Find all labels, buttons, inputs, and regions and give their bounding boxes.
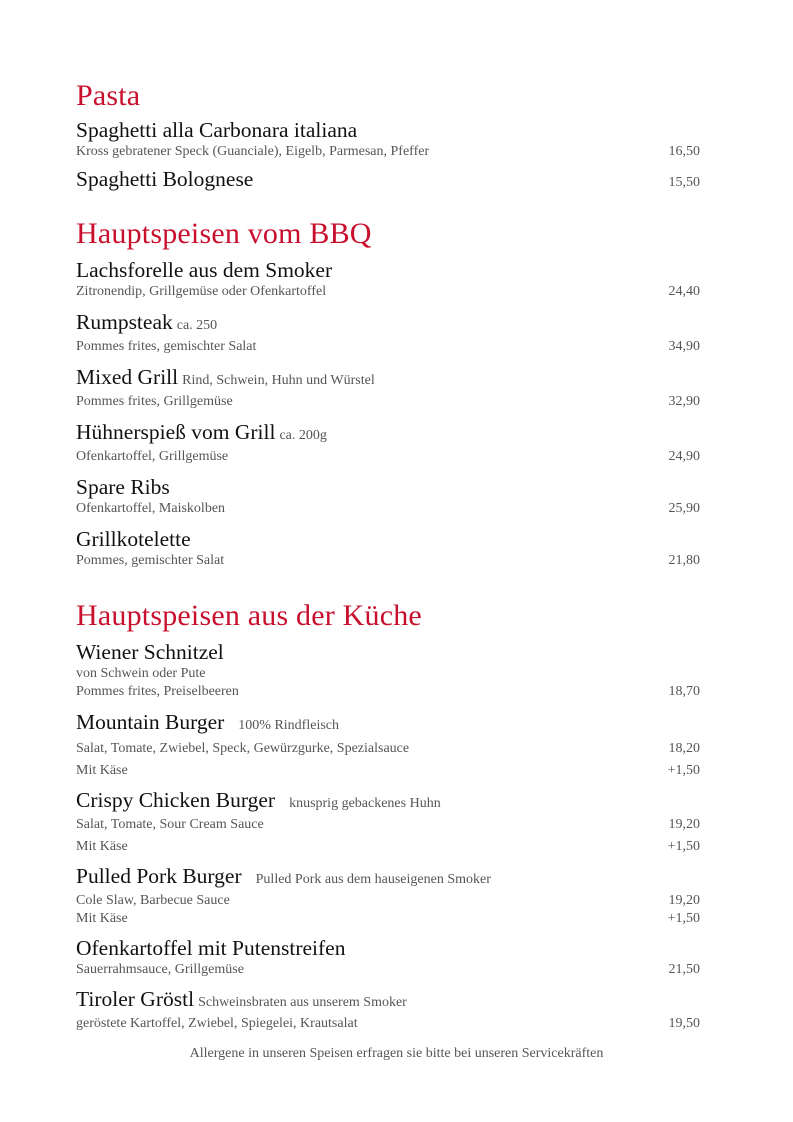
dish-huehnerspiess (76, 420, 700, 466)
dish-ofenkartoffel (76, 936, 700, 979)
section-pasta (76, 76, 700, 192)
dish-price: 24,40 (668, 284, 700, 299)
dish-price: 34,90 (668, 339, 700, 354)
dish-note: Pulled Pork aus dem hauseigenen Smoker (255, 872, 491, 887)
dish-mixed-grill (76, 365, 700, 411)
dish-extra-price: +1,50 (667, 911, 700, 926)
dish-row (76, 552, 700, 570)
dish-price: 19,50 (668, 1016, 700, 1031)
dish-row (76, 338, 700, 356)
dish-name: Spaghetti alla Carbonara italiana (76, 118, 358, 142)
dish-row (76, 283, 700, 301)
dish-note: 100% Rindfleisch (238, 718, 340, 733)
dish-row (76, 683, 700, 701)
dish-row (76, 393, 700, 411)
dish-description: Zitronendip, Grillgemüse oder Ofenkartoffel (76, 284, 327, 299)
dish-heading (76, 365, 700, 393)
dish-description: Cole Slaw, Barbecue Sauce (76, 893, 230, 908)
menu-page (76, 74, 700, 1033)
dish-heading (76, 310, 700, 338)
dish-heading (76, 420, 700, 448)
dish-description: Salat, Tomate, Zwiebel, Speck, Gewürzgurke, Spezialsauce (76, 741, 410, 756)
dish-name: Mixed Grill (76, 365, 179, 389)
dish-heading (76, 864, 700, 892)
dish-row (76, 167, 700, 192)
dish-extra: Mit Käse (76, 839, 128, 854)
dish-row (76, 448, 700, 466)
dish-price: 18,70 (668, 684, 700, 699)
dish-spare-ribs (76, 475, 700, 518)
section-bbq (76, 214, 700, 570)
dish-row (76, 143, 700, 161)
dish-schnitzel (76, 640, 700, 701)
dish-name: Rumpsteak (76, 310, 173, 334)
section-title: Hauptspeisen vom BBQ (76, 217, 372, 250)
dish-note: ca. 200g (279, 428, 327, 443)
dish-description: Salat, Tomate, Sour Cream Sauce (76, 817, 264, 832)
dish-row (76, 961, 700, 979)
section-title: Hauptspeisen aus der Küche (76, 599, 422, 632)
dish-price: 18,20 (668, 741, 700, 756)
dish-tiroler-groestl (76, 987, 700, 1033)
dish-price: 16,50 (668, 144, 700, 159)
dish-price: 21,50 (668, 962, 700, 977)
dish-note: ca. 250 (176, 318, 218, 333)
dish-note: Rind, Schwein, Huhn und Würstel (182, 373, 375, 388)
dish-heading (76, 788, 700, 816)
dish-description: geröstete Kartoffel, Zwiebel, Spiegelei, Krautsalat (76, 1016, 358, 1031)
section-kueche (76, 596, 700, 1033)
dish-extra: Mit Käse (76, 763, 128, 778)
dish-row (76, 1015, 700, 1033)
dish-heading (76, 710, 700, 738)
dish-note: Schweinsbraten aus unserem Smoker (198, 995, 407, 1010)
dish-price: 25,90 (668, 501, 700, 516)
dish-price: 19,20 (668, 817, 700, 832)
dish-note: knusprig gebackenes Huhn (289, 796, 441, 811)
dish-price: 21,80 (668, 553, 700, 568)
dish-carbonara (76, 118, 700, 161)
dish-extra-price: +1,50 (667, 839, 700, 854)
dish-name: Mountain Burger (76, 710, 225, 734)
dish-price: 19,20 (668, 893, 700, 908)
dish-row (76, 892, 700, 910)
dish-row (76, 740, 700, 758)
dish-description: Ofenkartoffel, Grillgemüse (76, 449, 229, 464)
allergen-notice: Allergene in unseren Speisen erfragen sie bitte bei unseren Servicekräften (189, 1046, 604, 1061)
dish-bolognese (76, 167, 700, 192)
dish-name: Wiener Schnitzel (76, 640, 224, 664)
dish-pulled-pork-burger (76, 864, 700, 928)
dish-name: Lachsforelle aus dem Smoker (76, 258, 333, 282)
dish-rumpsteak (76, 310, 700, 356)
dish-lachsforelle (76, 258, 700, 301)
dish-description: Ofenkartoffel, Maiskolben (76, 501, 226, 516)
dish-grillkotelette (76, 527, 700, 570)
dish-name: Ofenkartoffel mit Putenstreifen (76, 936, 346, 960)
dish-extra: Mit Käse (76, 911, 128, 926)
dish-extra-row (76, 910, 700, 928)
dish-name: Hühnerspieß vom Grill (76, 420, 276, 444)
dish-price: 15,50 (668, 175, 700, 190)
dish-description: Pommes frites, gemischter Salat (76, 339, 257, 354)
dish-name: Crispy Chicken Burger (76, 788, 276, 812)
dish-description: Pommes frites, Preiselbeeren (76, 684, 239, 699)
dish-price: 32,90 (668, 394, 700, 409)
dish-extra-price: +1,50 (667, 763, 700, 778)
dish-name: Spare Ribs (76, 475, 170, 499)
dish-description: Pommes frites, Grillgemüse (76, 394, 233, 409)
dish-crispy-chicken-burger (76, 788, 700, 856)
dish-description: Kross gebratener Speck (Guanciale), Eigelb, Parmesan, Pfeffer (76, 144, 430, 159)
dish-heading (76, 987, 700, 1015)
dish-row (76, 816, 700, 834)
dish-row (76, 500, 700, 518)
dish-extra-row (76, 838, 700, 856)
section-title: Pasta (76, 79, 141, 112)
dish-description: Pommes, gemischter Salat (76, 553, 225, 568)
dish-description: Sauerrahmsauce, Grillgemüse (76, 962, 244, 977)
dish-name: Tiroler Gröstl (76, 987, 195, 1011)
dish-name: Grillkotelette (76, 527, 191, 551)
dish-mountain-burger (76, 710, 700, 780)
dish-extra-row (76, 762, 700, 780)
dish-name: Spaghetti Bolognese (76, 167, 254, 191)
dish-price: 24,90 (668, 449, 700, 464)
dish-name: Pulled Pork Burger (76, 864, 242, 888)
dish-subline: von Schwein oder Pute (76, 666, 206, 681)
